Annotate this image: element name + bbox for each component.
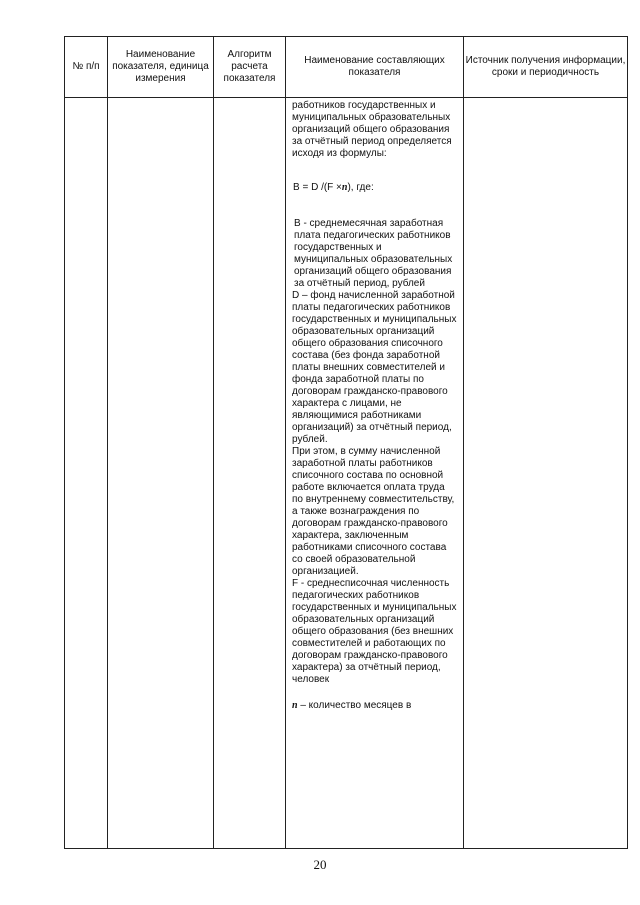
n-definition-text: – количество месяцев в	[297, 700, 412, 711]
formula	[292, 182, 457, 194]
f-definition: F - среднесписочная численность педагогических работников государственных и муниципальных образовательных организаций общего образования (без внешних совместителей и работающих по договорам гражданско-правового характера) за отчётный период, человек	[292, 578, 457, 685]
note-text: При этом, в сумму начисленной заработной платы работников списочного состава по основной работе включается оплата труда по внутреннему совместительству, а также вознаграждения по договорам гражданско-правового характера, заключенным работниками списочного состава со своей образовательной организацией.	[292, 446, 455, 577]
header-source: Источник получения информации, сроки и периодичность	[464, 37, 628, 98]
cell-num	[65, 98, 108, 849]
intro-text: работников государственных и муниципальных образовательных организаций общего образования за отчётный период определяется исходя из формулы:	[292, 100, 452, 159]
n-definition	[292, 700, 457, 712]
table-row	[65, 98, 628, 849]
header-num: № п/п	[65, 37, 108, 98]
page-number: 20	[313, 857, 327, 872]
formula-n: n	[341, 182, 348, 193]
formula-left: B = D /(F ×	[293, 182, 342, 193]
header-indicator-name: Наименование показателя, единица измерения	[108, 37, 214, 98]
cell-indicator-name	[108, 98, 214, 849]
table-header-row	[65, 37, 628, 98]
n-symbol: n	[292, 700, 298, 711]
cell-algorithm	[214, 98, 286, 849]
cell-source	[464, 98, 628, 849]
b-definition: B - среднемесячная заработная плата педагогических работников государственных и муниципальных образовательных организаций общего образования за отчётный период, рублей	[294, 218, 453, 289]
cell-components	[286, 98, 464, 849]
indicator-table	[64, 36, 628, 849]
header-components: Наименование составляющих показателя	[286, 37, 464, 98]
header-algorithm: Алгоритм расчета показателя	[214, 37, 286, 98]
d-definition: D – фонд начисленной заработной платы педагогических работников государственных и муниципальных образовательных организаций общего образования списочного состава (без фонда заработной платы внешних совместителей и фонда заработной платы по договорам гражданско-правового характера с лицами, не являющимися работниками организаций) за отчётный период, рублей.	[292, 290, 457, 445]
formula-right: ), где:	[347, 182, 374, 193]
